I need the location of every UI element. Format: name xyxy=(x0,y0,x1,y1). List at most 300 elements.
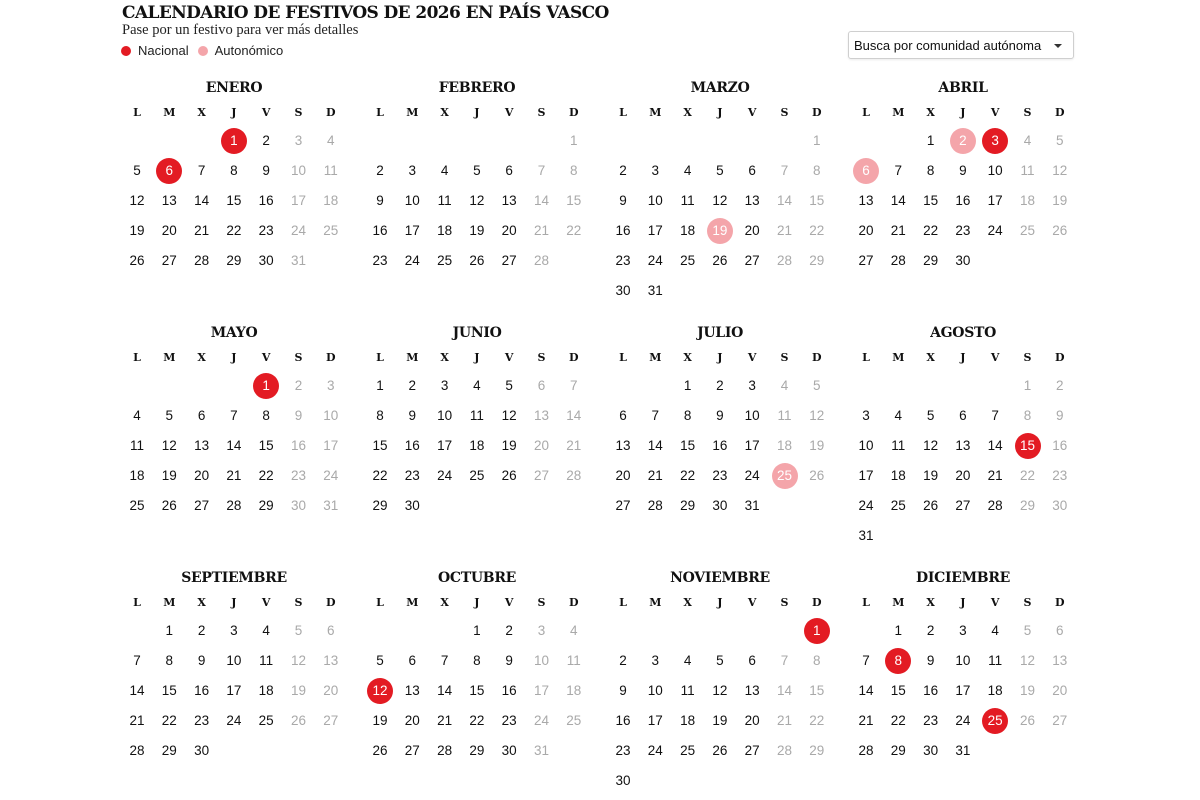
calendar-day: 22 xyxy=(161,713,177,728)
calendar-day: 24 xyxy=(404,253,420,268)
calendar-day: 9 xyxy=(505,653,513,668)
calendar-day: 15 xyxy=(372,438,388,453)
month-title: NOVIEMBRE xyxy=(670,570,770,586)
calendar-day: 8 xyxy=(813,653,821,668)
calendar-day: 30 xyxy=(712,498,728,513)
calendar-day: 14 xyxy=(987,438,1003,453)
calendar-day: 14 xyxy=(437,683,453,698)
page-title: CALENDARIO DE FESTIVOS DE 2026 EN PAÍS VASCO xyxy=(122,3,609,23)
weekday-header: L xyxy=(376,351,384,364)
holiday-day-nacional[interactable]: 12 xyxy=(367,678,393,704)
holiday-day-nacional[interactable]: 1 xyxy=(804,618,830,644)
calendar-day: 5 xyxy=(133,163,141,178)
calendar-day: 6 xyxy=(748,653,756,668)
holiday-day-nacional[interactable]: 8 xyxy=(885,648,911,674)
calendar-day: 5 xyxy=(294,623,303,638)
calendar-day: 9 xyxy=(197,653,206,668)
month-title: AGOSTO xyxy=(930,325,997,341)
calendar-day: 20 xyxy=(161,223,177,238)
calendar-day: 3 xyxy=(748,378,756,393)
calendar-day: 15 xyxy=(161,683,177,698)
calendar-day: 23 xyxy=(1052,468,1068,483)
calendar-day: 21 xyxy=(776,223,793,238)
calendar-day: 25 xyxy=(566,713,582,728)
calendar-day: 18 xyxy=(129,468,145,483)
calendar-day: 16 xyxy=(501,683,517,698)
calendar-day: 24 xyxy=(437,468,453,483)
calendar-day: 7 xyxy=(230,408,238,423)
calendar-day: 26 xyxy=(1052,223,1068,238)
calendar-day: 26 xyxy=(923,498,939,513)
calendar-day: 25 xyxy=(129,498,145,513)
calendar-day: 10 xyxy=(290,163,307,178)
weekday-header: S xyxy=(537,596,546,609)
calendar-day: 30 xyxy=(501,743,517,758)
calendar-day: 22 xyxy=(809,713,825,728)
calendar-day: 10 xyxy=(533,653,550,668)
holiday-day-nacional[interactable]: 15 xyxy=(1015,433,1041,459)
calendar-day: 31 xyxy=(858,528,874,543)
weekday-header: M xyxy=(406,596,419,609)
calendar-day: 22 xyxy=(469,713,485,728)
calendar-day: 23 xyxy=(194,713,210,728)
weekday-header: M xyxy=(649,351,662,364)
calendar-day: 28 xyxy=(858,743,874,758)
calendar-day: 3 xyxy=(408,163,417,178)
weekday-header: J xyxy=(717,351,723,364)
weekday-header: S xyxy=(1023,596,1032,609)
calendar-day: 18 xyxy=(987,683,1003,698)
month-title: JULIO xyxy=(697,325,743,341)
month-title: ENERO xyxy=(205,80,263,96)
calendar-day: 16 xyxy=(194,683,210,698)
calendar-day: 13 xyxy=(955,438,971,453)
calendar-day: 24 xyxy=(323,468,339,483)
region-select[interactable] xyxy=(848,31,1074,59)
calendar-day: 18 xyxy=(258,683,274,698)
calendar-day: 19 xyxy=(809,438,825,453)
calendar-day: 9 xyxy=(619,193,627,208)
calendar-day: 8 xyxy=(230,163,238,178)
calendar-day: 27 xyxy=(404,743,420,758)
calendar-day: 4 xyxy=(570,623,578,638)
calendar-day: 8 xyxy=(376,408,384,423)
weekday-header: L xyxy=(619,596,627,609)
weekday-header: M xyxy=(892,596,905,609)
calendar-day: 18 xyxy=(437,223,453,238)
calendar-day: 3 xyxy=(959,623,967,638)
calendar-day: 1 xyxy=(165,623,174,638)
calendar-day: 19 xyxy=(469,223,485,238)
calendar-day: 17 xyxy=(647,713,663,728)
calendar-day: 12 xyxy=(712,683,728,698)
weekday-header: S xyxy=(780,351,789,364)
calendar-day: 23 xyxy=(955,223,971,238)
weekday-header: J xyxy=(717,596,723,609)
calendar-day: 5 xyxy=(165,408,174,423)
calendar-day: 24 xyxy=(290,223,307,238)
calendar-day: 25 xyxy=(469,468,485,483)
calendar-day: 22 xyxy=(890,713,906,728)
calendar-day: 29 xyxy=(226,253,242,268)
calendar-day: 17 xyxy=(226,683,242,698)
weekday-header: D xyxy=(569,351,579,364)
weekday-header: J xyxy=(960,351,966,364)
calendar-day: 18 xyxy=(1019,193,1036,208)
holiday-day-nacional[interactable]: 3 xyxy=(982,128,1008,154)
calendar-day: 23 xyxy=(615,253,631,268)
weekday-header: D xyxy=(1055,106,1065,119)
month-title: ABRIL xyxy=(938,80,988,96)
calendar-day: 21 xyxy=(987,468,1003,483)
calendar-day: 13 xyxy=(744,683,760,698)
calendar-day: 4 xyxy=(473,378,481,393)
calendar-day: 7 xyxy=(862,653,870,668)
calendar-day: 17 xyxy=(290,193,307,208)
calendar-day: 24 xyxy=(858,498,874,513)
calendar-day: 12 xyxy=(129,193,145,208)
weekday-header: X xyxy=(683,106,692,119)
calendar-day: 23 xyxy=(404,468,420,483)
calendar-day: 20 xyxy=(533,438,550,453)
calendar-day: 26 xyxy=(809,468,825,483)
calendar-day: 2 xyxy=(1056,378,1064,393)
calendar-day: 17 xyxy=(987,193,1003,208)
holiday-day-nacional[interactable]: 1 xyxy=(221,128,247,154)
calendar-day: 3 xyxy=(440,378,449,393)
calendar-day: 21 xyxy=(776,713,793,728)
calendar-day: 11 xyxy=(891,438,906,453)
calendar-day: 23 xyxy=(615,743,631,758)
weekday-header: S xyxy=(537,351,546,364)
calendar-day: 9 xyxy=(716,408,724,423)
calendar-day: 9 xyxy=(926,653,935,668)
calendar-day: 28 xyxy=(437,743,453,758)
calendar-day: 16 xyxy=(290,438,307,453)
calendar-day: 26 xyxy=(712,743,728,758)
calendar-day: 11 xyxy=(323,163,338,178)
calendar-day: 28 xyxy=(776,253,793,268)
calendar-day: 19 xyxy=(712,713,728,728)
weekday-header: D xyxy=(812,351,822,364)
calendar-day: 19 xyxy=(1019,683,1036,698)
calendar-day: 10 xyxy=(647,683,663,698)
calendar-day: 24 xyxy=(744,468,760,483)
weekday-header: L xyxy=(619,351,627,364)
calendar-day: 10 xyxy=(323,408,339,423)
calendar-day: 4 xyxy=(262,623,270,638)
weekday-header: D xyxy=(569,106,579,119)
calendar-day: 24 xyxy=(647,743,663,758)
calendar-day: 12 xyxy=(809,408,825,423)
weekday-header: X xyxy=(926,351,935,364)
weekday-header: X xyxy=(197,106,206,119)
calendar-day: 25 xyxy=(258,713,274,728)
calendar-day: 23 xyxy=(712,468,728,483)
calendar-day: 17 xyxy=(744,438,760,453)
calendar-day: 24 xyxy=(987,223,1003,238)
calendar-day: 25 xyxy=(437,253,453,268)
calendar-day: 4 xyxy=(683,653,692,668)
calendar-day: 18 xyxy=(776,438,793,453)
calendar-day: 27 xyxy=(161,253,177,268)
weekday-header: S xyxy=(780,596,789,609)
calendar-day: 11 xyxy=(437,193,452,208)
weekday-header: X xyxy=(197,351,206,364)
calendar-day: 27 xyxy=(615,498,631,513)
calendar-day: 12 xyxy=(469,193,485,208)
calendar-day: 13 xyxy=(533,408,550,423)
autonomico-dot-icon xyxy=(198,46,208,56)
calendar-day: 4 xyxy=(440,163,449,178)
calendar-day: 12 xyxy=(712,193,728,208)
holiday-day-autonomico[interactable]: 25 xyxy=(772,463,798,489)
calendar-day: 13 xyxy=(615,438,631,453)
calendar-day: 20 xyxy=(1052,683,1068,698)
calendar-day: 8 xyxy=(262,408,270,423)
calendar-day: 2 xyxy=(926,623,935,638)
calendar-day: 25 xyxy=(890,498,906,513)
calendar-day: 22 xyxy=(1019,468,1036,483)
calendar-day: 7 xyxy=(780,163,789,178)
calendar-day: 22 xyxy=(923,223,939,238)
calendar-day: 16 xyxy=(258,193,274,208)
calendar-day: 16 xyxy=(615,223,631,238)
calendar-day: 1 xyxy=(926,133,935,148)
calendar-day: 24 xyxy=(226,713,242,728)
calendar-day: 5 xyxy=(813,378,821,393)
calendar-day: 13 xyxy=(404,683,420,698)
calendar-day: 13 xyxy=(501,193,517,208)
calendar-day: 27 xyxy=(955,498,971,513)
holiday-day-autonomico[interactable]: 6 xyxy=(853,158,879,184)
calendar-day: 16 xyxy=(1052,438,1068,453)
weekday-header: V xyxy=(504,596,514,609)
weekday-header: J xyxy=(474,351,480,364)
calendar-day: 10 xyxy=(226,653,242,668)
calendar-day: 2 xyxy=(376,163,384,178)
calendar-day: 21 xyxy=(890,223,906,238)
legend-label: Autonómico xyxy=(214,43,284,58)
weekday-header: D xyxy=(812,596,822,609)
calendar-day: 12 xyxy=(1019,653,1036,668)
calendar-day: 9 xyxy=(619,683,627,698)
calendar-day: 17 xyxy=(323,438,339,453)
calendar-day: 3 xyxy=(651,163,660,178)
weekday-header: V xyxy=(261,106,271,119)
calendar-day: 30 xyxy=(258,253,274,268)
month-title: JUNIO xyxy=(452,325,502,341)
calendar-day: 18 xyxy=(469,438,485,453)
calendar-day: 7 xyxy=(197,163,206,178)
calendar-day: 28 xyxy=(647,498,663,513)
weekday-header: M xyxy=(406,106,419,119)
calendar-day: 8 xyxy=(473,653,481,668)
calendar-day: 26 xyxy=(1019,713,1036,728)
calendar-day: 27 xyxy=(194,498,210,513)
calendar-day: 15 xyxy=(680,438,696,453)
calendar-day: 31 xyxy=(323,498,339,513)
calendar-day: 21 xyxy=(437,713,453,728)
weekday-header: X xyxy=(197,596,206,609)
calendar-day: 3 xyxy=(294,133,303,148)
calendar-day: 22 xyxy=(258,468,274,483)
calendar-day: 31 xyxy=(290,253,307,268)
calendar-day: 11 xyxy=(469,408,484,423)
calendar-day: 20 xyxy=(501,223,517,238)
calendar-day: 8 xyxy=(683,408,692,423)
calendar-day: 1 xyxy=(894,623,903,638)
calendar-day: 24 xyxy=(533,713,550,728)
calendar-day: 22 xyxy=(809,223,825,238)
calendar-day: 29 xyxy=(258,498,274,513)
calendar-day: 23 xyxy=(501,713,517,728)
calendar-day: 11 xyxy=(259,653,274,668)
calendar-day: 27 xyxy=(858,253,874,268)
calendar-day: 25 xyxy=(680,253,696,268)
calendar-day: 30 xyxy=(290,498,307,513)
holiday-day-nacional[interactable]: 25 xyxy=(982,708,1008,734)
calendar-day: 1 xyxy=(683,378,692,393)
calendar-day: 1 xyxy=(376,378,384,393)
calendar-day: 29 xyxy=(372,498,388,513)
weekday-header: V xyxy=(990,596,1000,609)
calendar-day: 2 xyxy=(197,623,206,638)
calendar-day: 11 xyxy=(777,408,792,423)
calendar-day: 22 xyxy=(680,468,696,483)
calendar-day: 8 xyxy=(926,163,935,178)
calendar-day: 9 xyxy=(1056,408,1064,423)
calendar-day: 23 xyxy=(923,713,939,728)
weekday-header: J xyxy=(960,596,966,609)
calendar-day: 14 xyxy=(566,408,582,423)
calendar-day: 10 xyxy=(744,408,760,423)
calendar-day: 7 xyxy=(780,653,789,668)
calendar-day: 28 xyxy=(890,253,906,268)
weekday-header: S xyxy=(537,106,546,119)
holiday-day-nacional[interactable]: 1 xyxy=(253,373,279,399)
calendar-day: 30 xyxy=(404,498,420,513)
calendar-day: 26 xyxy=(290,713,307,728)
calendar-day: 4 xyxy=(683,163,692,178)
calendar-day: 31 xyxy=(955,743,971,758)
weekday-header: J xyxy=(231,596,237,609)
calendar-day: 11 xyxy=(988,653,1003,668)
month-title: SEPTIEMBRE xyxy=(181,570,287,586)
calendar-day: 4 xyxy=(991,623,999,638)
calendar-day: 12 xyxy=(501,408,517,423)
calendar-day: 28 xyxy=(533,253,550,268)
holiday-day-autonomico[interactable]: 2 xyxy=(950,128,976,154)
calendar-day: 17 xyxy=(647,223,663,238)
weekday-header: J xyxy=(231,106,237,119)
calendar-day: 14 xyxy=(226,438,242,453)
calendar-day: 5 xyxy=(1023,623,1032,638)
calendar-day: 25 xyxy=(680,743,696,758)
calendar-day: 4 xyxy=(327,133,335,148)
caret-down-icon xyxy=(1054,44,1062,48)
calendar-day: 2 xyxy=(294,378,303,393)
calendar-day: 28 xyxy=(226,498,242,513)
calendar-day: 29 xyxy=(680,498,696,513)
calendar-day: 29 xyxy=(469,743,485,758)
calendar-day: 5 xyxy=(376,653,384,668)
calendar-day: 27 xyxy=(744,253,760,268)
calendar-day: 25 xyxy=(323,223,339,238)
calendar-day: 12 xyxy=(923,438,939,453)
month-title: DICIEMBRE xyxy=(916,570,1011,586)
calendar-day: 8 xyxy=(813,163,821,178)
calendar-day: 8 xyxy=(1023,408,1032,423)
weekday-header: X xyxy=(926,106,935,119)
calendar-day: 5 xyxy=(1056,133,1064,148)
calendar-day: 4 xyxy=(1023,133,1032,148)
calendar-day: 19 xyxy=(290,683,307,698)
calendar-day: 12 xyxy=(290,653,307,668)
calendar-day: 10 xyxy=(858,438,874,453)
holiday-day-autonomico[interactable]: 19 xyxy=(707,218,733,244)
calendar-day: 16 xyxy=(923,683,939,698)
calendar-day: 20 xyxy=(744,223,760,238)
calendar-day: 14 xyxy=(776,193,793,208)
holiday-day-nacional[interactable]: 6 xyxy=(156,158,182,184)
weekday-header: D xyxy=(812,106,822,119)
month-title: MAYO xyxy=(210,325,258,341)
weekday-header: D xyxy=(569,596,579,609)
calendar-day: 10 xyxy=(647,193,663,208)
calendar-day: 31 xyxy=(744,498,760,513)
weekday-header: J xyxy=(474,596,480,609)
weekday-header: D xyxy=(1055,596,1065,609)
calendar-day: 22 xyxy=(372,468,388,483)
calendar-day: 29 xyxy=(890,743,906,758)
calendar-day: 6 xyxy=(1056,623,1064,638)
calendar-day: 27 xyxy=(323,713,339,728)
calendar-day: 22 xyxy=(566,223,582,238)
calendar-day: 26 xyxy=(372,743,388,758)
weekday-header: M xyxy=(406,351,419,364)
calendar-day: 18 xyxy=(890,468,906,483)
calendar-day: 20 xyxy=(955,468,971,483)
calendar-day: 7 xyxy=(133,653,141,668)
weekday-header: V xyxy=(747,351,757,364)
weekday-header: X xyxy=(926,596,935,609)
calendar-day: 29 xyxy=(1019,498,1036,513)
calendar-day: 2 xyxy=(408,378,417,393)
calendar-day: 16 xyxy=(615,713,631,728)
calendar-day: 5 xyxy=(473,163,481,178)
calendar-day: 19 xyxy=(1052,193,1068,208)
calendar-day: 16 xyxy=(404,438,420,453)
month-title: FEBRERO xyxy=(438,80,516,96)
calendar-day: 6 xyxy=(408,653,417,668)
calendar-day: 9 xyxy=(408,408,417,423)
calendar-day: 20 xyxy=(194,468,210,483)
page-subtitle: Pase por un festivo para ver más detalles xyxy=(122,22,359,38)
calendar-day: 6 xyxy=(619,408,627,423)
calendar-day: 7 xyxy=(440,653,449,668)
weekday-header: M xyxy=(892,351,905,364)
calendar-day: 28 xyxy=(776,743,793,758)
weekday-header: L xyxy=(619,106,627,119)
calendar-day: 30 xyxy=(923,743,939,758)
weekday-header: V xyxy=(261,596,271,609)
weekday-header: M xyxy=(892,106,905,119)
weekday-header: L xyxy=(133,596,141,609)
calendar-day: 10 xyxy=(987,163,1003,178)
calendar-day: 30 xyxy=(955,253,971,268)
calendar-day: 15 xyxy=(809,193,825,208)
